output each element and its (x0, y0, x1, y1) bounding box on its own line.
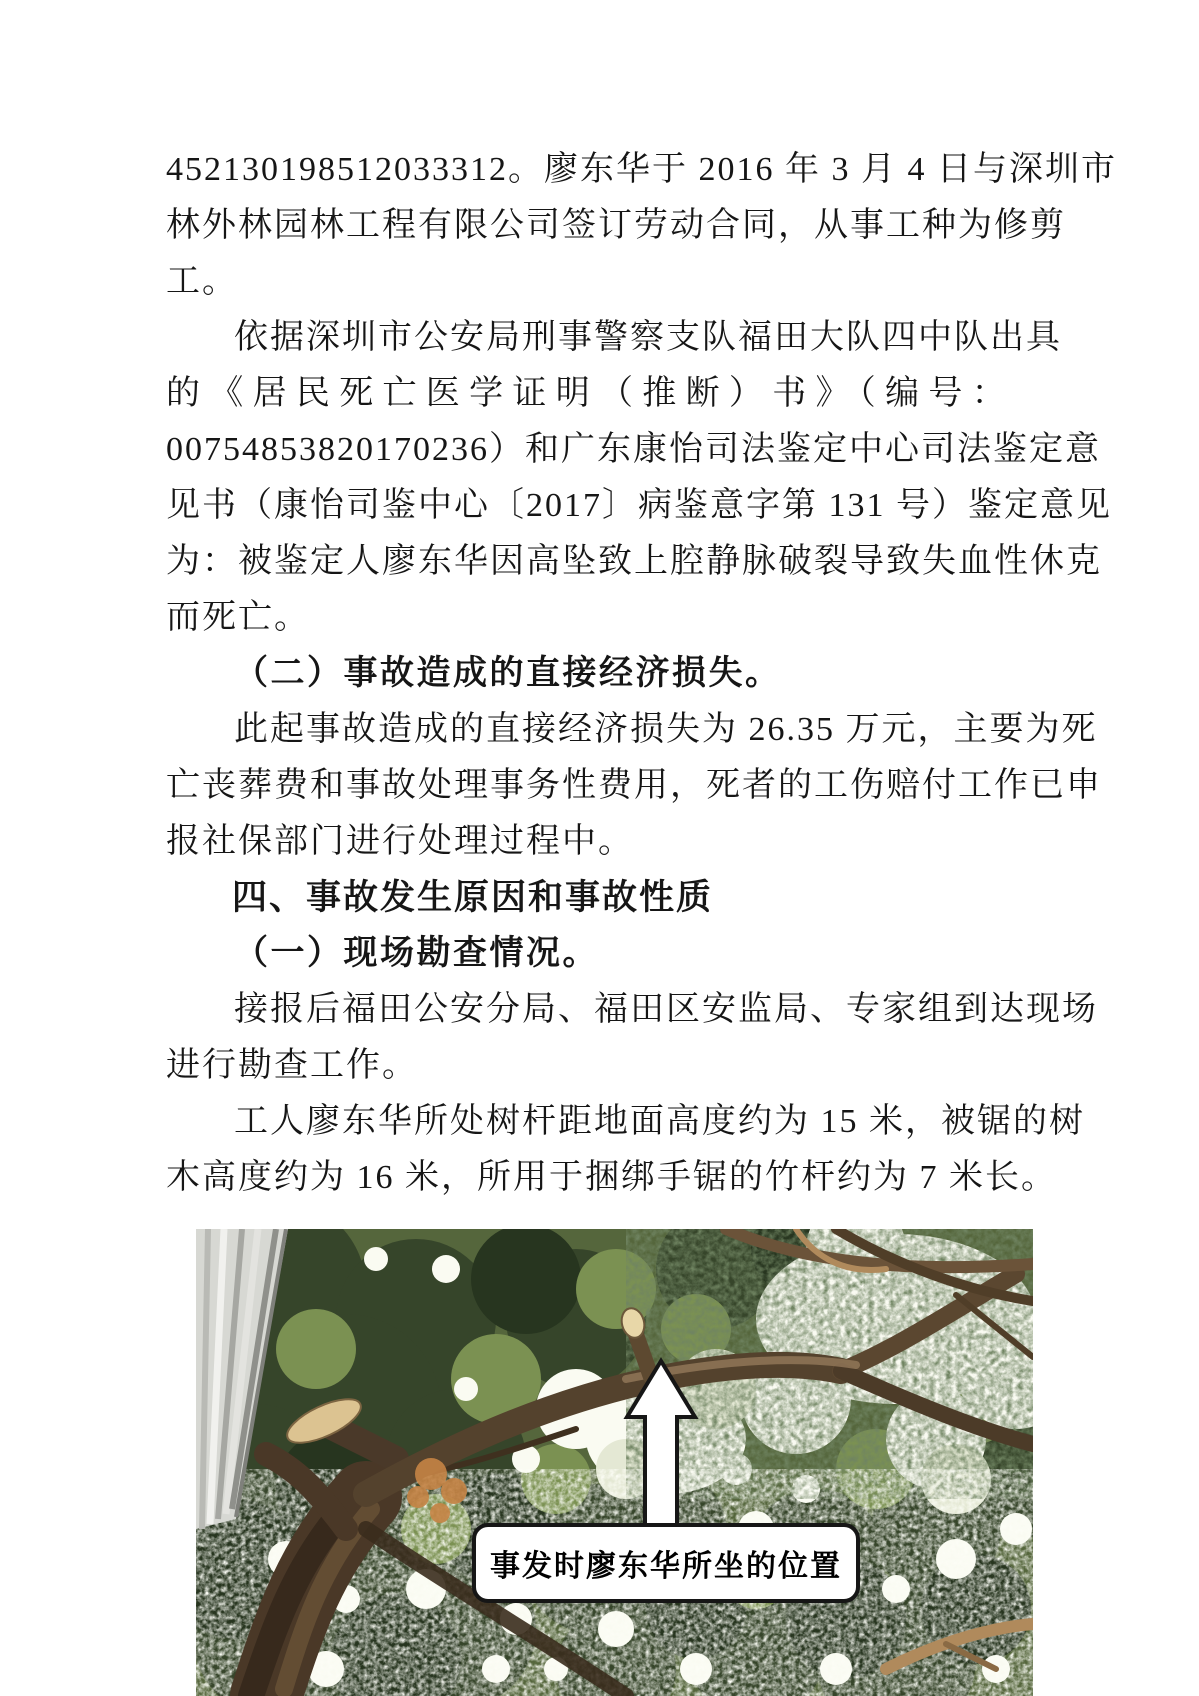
text-line: 为：被鉴定人廖东华因高坠致上腔静脉破裂导致失血性休克 (166, 543, 1102, 580)
document-text-block (166, 142, 1117, 1206)
text-line: 而死亡。 (166, 599, 310, 636)
scene-photo (196, 1229, 1033, 1696)
text-line: 00754853820170236）和广东康怡司法鉴定中心司法鉴定意 (166, 431, 1101, 468)
text-line: 报社保部门进行处理过程中。 (166, 823, 634, 860)
text-line: 木高度约为 16 米，所用于捆绑手锯的竹杆约为 7 米长。 (166, 1159, 1057, 1196)
text-line: 接报后福田公安分局、福田区安监局、专家组到达现场 (234, 991, 1098, 1028)
tree-canopy-photo (196, 1229, 1033, 1696)
text-line: 452130198512033312。廖东华于 2016 年 3 月 4 日与深圳市 (166, 151, 1117, 188)
text-line: 工人廖东华所处树杆距地面高度约为 15 米，被锯的树 (234, 1103, 1085, 1140)
photo-caption-label: 事发时廖东华所坐的位置 (472, 1523, 860, 1603)
text-line: 依据深圳市公安局刑事警察支队福田大队四中队出具 (234, 319, 1062, 356)
text-line: 林外林园林工程有限公司签订劳动合同，从事工种为修剪 (166, 207, 1066, 244)
text-line: 工。 (166, 263, 238, 300)
text-line: 进行勘查工作。 (166, 1047, 418, 1084)
text-line: 此起事故造成的直接经济损失为 26.35 万元，主要为死 (234, 711, 1098, 748)
text-line: （二）事故造成的直接经济损失。 (234, 655, 782, 692)
text-line: 的《居民死亡医学证明（推断）书》（编号： (166, 375, 1015, 412)
text-line: 见书（康怡司鉴中心〔2017〕病鉴意字第 131 号）鉴定意见 (166, 487, 1112, 524)
text-line: 亡丧葬费和事故处理事务性费用，死者的工伤赔付工作已申 (166, 767, 1102, 804)
text-line: 四、事故发生原因和事故性质 (232, 878, 714, 917)
text-line: （一）现场勘查情况。 (234, 935, 599, 972)
